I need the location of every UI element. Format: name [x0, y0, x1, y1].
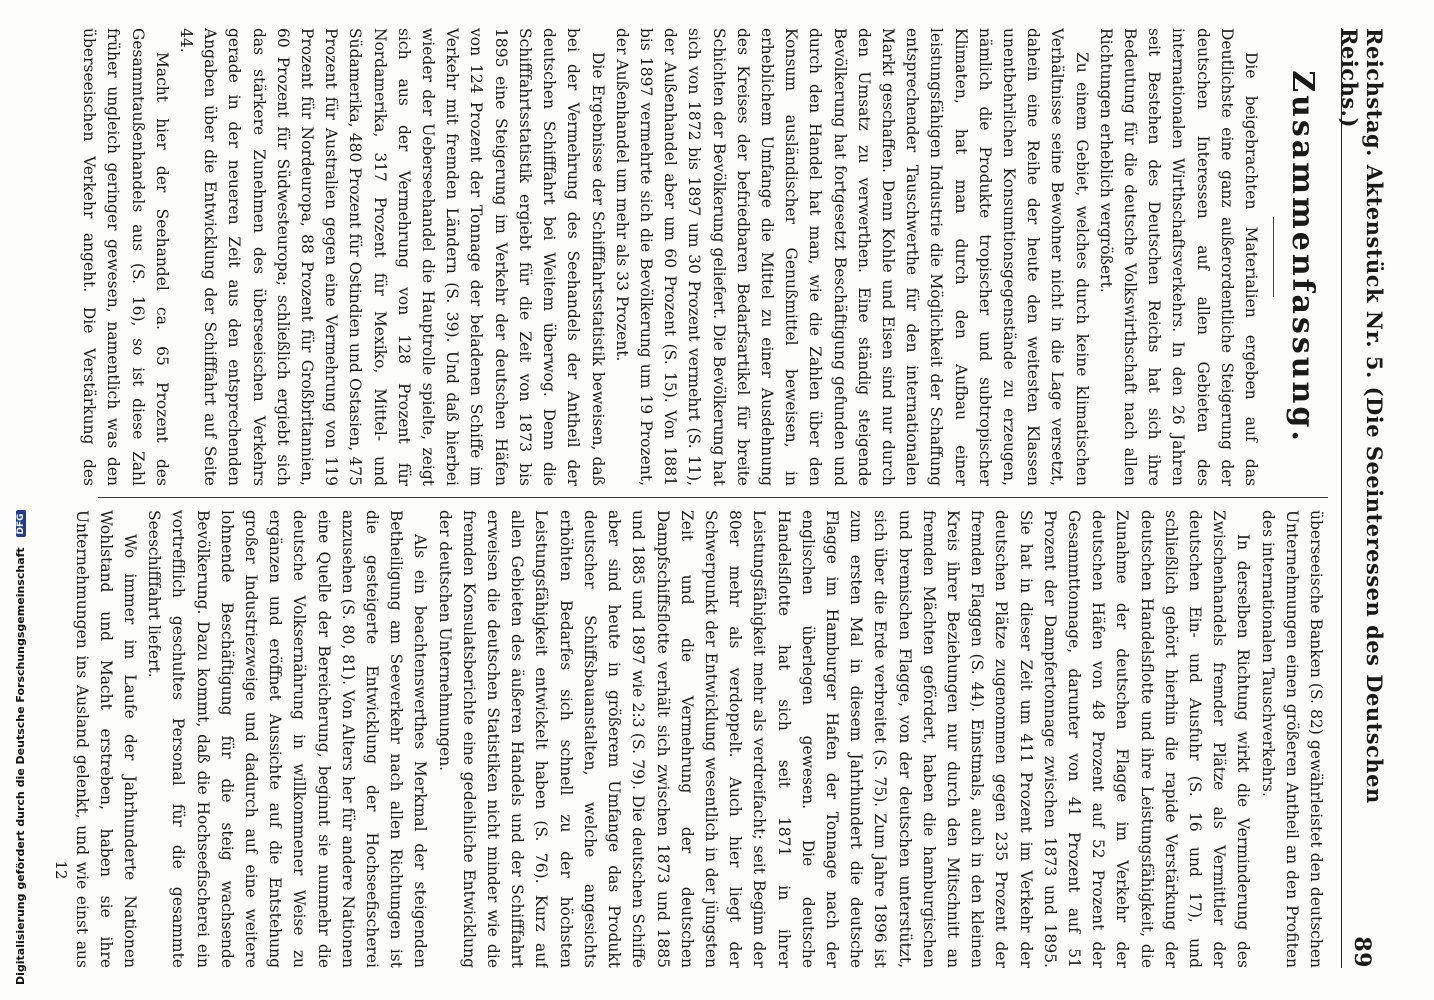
- section-title: Zusammenfassung.: [1285, 70, 1320, 444]
- paragraph: In derselben Richtung wirkt die Verminderung des Zwischenhandels fremder Plätze als Vermittler der deutschen Ein- und Ausfuhr (S. 16 und 17), und schließlich gehört hierhin die rapide Verstärkung der deutschen Handelsflotte und ihre Leistungsfähigkeit, die Zunahme der deutschen Flagge im Verkehr der deutschen Häfen von 48 Prozent auf 52 Prozent der Gesammttonnage, darunter von 41 Prozent auf 51 Prozent der Dampfertonnage zwischen 1873 und 1895. Sie hat in dieser Zeit um 411 Prozent im Verkehr der deutschen Plätze zugenommen gegen 235 Prozent der fremden Flaggen (S. 44). Einstmals, auch in den kleinen Kreis ihrer Beziehungen nur durch den Mitschnitt an fremden Mächten gefördert, haben die hamburgischen und bremischen Flagge, von der deutschen unterstützt, sich über die Erde verbreitet (S. 75). Zum Jahre 1896 ist zum ersten Mal in diesem Jahrhundert die deutsche Flagge im Hamburger Hafen der Tonnage nach der englischen überlegen gewesen. Die deutsche Handelsflotte hat sich seit 1871 in ihrer Leistungsfähigkeit mehr als verdreifacht; seit Beginn der 80er mehr als verdoppelt. Auch hier liegt der Schwerpunkt der Entwicklung wesentlich in der jüngsten Zeit und die Vermehrung der deutschen Dampfschiffsflotte verhält sich zwischen 1873 und 1885 und 1885 und 1897 wie 2:3 (S. 79). Die deutschen Schiffe aber sind heute in größerem Umfange das Produkt deutscher Schiffsbauanstalten, welche angesichts erhöhten Bedarfes sich schnell zu der höchsten Leistungsfähigkeit entwickelt haben (S. 76). Kurz auf allen Gebieten des äußeren Handels und der Schifffahrt erweisen die deutschen Statistiken nicht minder wie die fremden Konsulatsberichte eine gedeihliche Entwicklung der deutschen Unternehmungen.: [435, 510, 1253, 968]
- paragraph: Die beigebrachten Materialien ergeben auf das Deutlichste eine ganz außerordentliche Steigerung der deutschen Interessen auf allen Gebieten des internationalen Wirthschaftsverkehrs. In den 26 Jahren seit Bestehen des Deutschen Reichs hat sich ihre Bedeutung für die deutsche Volkswirthschaft nach allen Richtungen erheblich vergrößert.: [1096, 28, 1260, 486]
- paragraph: Macht hier der Seehandel ca. 65 Prozent des Gesammtaußenhandels aus (S. 16), so ist diese Zahl früher ungleich geringer gewesen, namentlich was den überseeischen Verkehr angeht. Die Verstärkung des: [80, 28, 171, 486]
- dfg-logo: DFG: [16, 510, 26, 537]
- running-header-title: Reichstag. Aktenstück Nr. 5. (Die Seeinteressen des Deutschen Reichs.): [1337, 28, 1387, 804]
- bottom-page-number: 12: [52, 860, 70, 880]
- paragraph: Die Ergebnisse der Schifffahrtsstatistik beweisen, daß bei der Vermehrung des Seehandels der Antheil der deutschen Schifffahrt bei Weitem überwog. Denn die Schifffahrtsstatistik ergiebt für die Zeit von 1873 bis 1895 eine Steigerung im Verkehr der deutschen Häfen von 124 Prozent der Tonnage der beladenen Schiffe im Verkehr mit fremden Ländern (S. 39). Und daß hierbei wieder der Ueberseehandel die Hauptrolle spielte, zeigt sich aus der Vermehrung von 128 Prozent für Nordamerika, 317 Prozent für Mexiko, Mittel- und Südamerika, 480 Prozent für Ostindien und Ostasien, 475 Prozent für Australien gegen eine Vermehrung von 119 Prozent für Nordeuropa, 88 Prozent für Großbritannien, 60 Prozent für Südwesteuropa; schließlich ergiebt sich das stärkere Zunehmen des überseeischen Verkehrs gerade in der neueren Zeit aus den entsprechenden Angaben über die Entwicklung der Schifffahrt auf Seite 44.: [177, 28, 607, 486]
- left-column: [73, 28, 1328, 486]
- paragraph: Zu einem Gebiet, welches durch keine klimatischen Verhältnisse seine Bewohner nicht in die Lage versetzt, dahein eine Reihe der heute den weitesten Klassen unentbehrlichen Konsumtionsgegenstände zu erzeugen, nämlich die Produkte tropischer und subtropischer Klimaten, hat man durch den Aufbau einer leistungsfähigen Industrie die Möglichkeit der Schaffung entsprechender Tauschwerthe für den internationalen Markt geschaffen. Denn Kohle und Eisen sind nur durch den Umsatz zu verwerthen. Eine ständig steigende Bevölkerung hat fortgesetzt Beschäftigung gefunden und durch den Handel hat man, wie die Zahlen über den Konsum ausländischer Genußmittel beweisen, in erheblichem Umfange die Mittel zu einer Ausdehnung des Kreises der befriedbaren Bedarfsartikel für breite Schichten der Bevölkerung geliefert. Die Bevölkerung hat sich von 1872 bis 1897 um 30 Prozent vermehrt (S. 11), der Außenhandel aber um 60 Prozent (S. 15). Von 1881 bis 1897 vermehrte sich die Bevölkerung um 19 Prozent, der Außenhandel um mehr als 33 Prozent.: [612, 28, 1091, 486]
- paragraph: überseeische Banken (S. 82) gewährleistet den deutschen Unternehmungen einen größeren Antheil an den Profiten des internationalen Tauschverkehrs.: [1258, 510, 1325, 968]
- header-rule: [1341, 28, 1342, 968]
- right-column: [73, 510, 1328, 968]
- page-number: 89: [1349, 936, 1375, 968]
- title-rule: [1273, 217, 1274, 297]
- credit-text: Digitalisierung gefördert durch die Deutsche Forschungsgemeinschaft: [14, 547, 27, 985]
- running-header: [1337, 28, 1387, 968]
- column-divider: [98, 497, 1328, 498]
- paragraph: Als ein beachtenswerthes Merkmal der steigenden Betheiligung am Seeverkehr nach allen Richtungen ist die gesteigerte Entwicklung der Hochseefischerei anzusehen (S. 80, 81). Von Alters her für andere Nationen eine Quelle der Bereicherung, beginnt sie nunmehr die deutsche Volksernährung in willkommener Weise zu ergänzen und eröffnet Aussichte auf die Entstehung großer Industriezweige und dadurch auf eine weitere lohnende Beschäftigung für die steig wachsende Bevölkerung. Dazu kommt, daß die Hochseefischerei ein vortrefflich geschultes Personal für die gesammte Seeschifffahrt liefert.: [145, 510, 430, 968]
- paragraph: Wo immer im Laufe der Jahrhunderte Nationen Wohlstand und Macht erstreben, haben sie ihre Unternehmungen ins Ausland gelenkt, und wie einst aus: [73, 510, 140, 968]
